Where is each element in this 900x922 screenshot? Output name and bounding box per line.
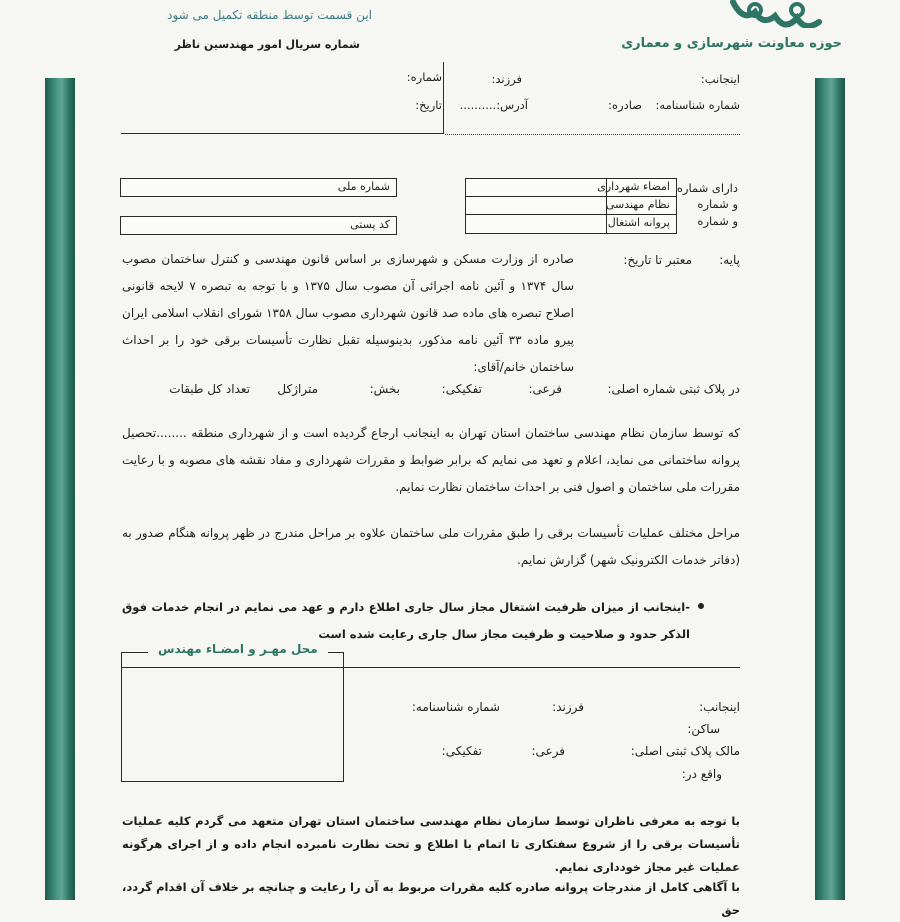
paragraph-2: که توسط سازمان نظام مهندسی ساختمان استان تهران به اینجانب ارجاع گردیده است و از شهرداری منطقه ........تحصیل پروانه ساختمانی می نماید، اعلام و تعهد می نمایم که برابر ضوابط و مقررات شهرداری و مفاد نقشه های مصوبه و با رعایت مقررات ملی ساختمان و اصول فنی بر احداث ساختمان نظارت نمایم. <box>122 426 740 494</box>
org-title: حوزه معاونت شهرسازی و معماری <box>621 36 842 51</box>
license-grid <box>465 178 677 234</box>
applicant-issued-label: صادره: <box>608 98 642 112</box>
right-border-stripe <box>815 78 845 900</box>
top-note: این قسمت توسط منطقه تکمیل می شود <box>167 8 372 22</box>
header-rule <box>121 133 443 134</box>
national-id-label: شماره ملی <box>337 180 390 193</box>
plate-floors-label: تعداد کل طبقات <box>169 382 250 396</box>
serial-label: شماره سریال امور مهندسین ناظر <box>174 38 360 51</box>
owner-name-label: اینجانب: <box>699 700 740 714</box>
paragraph-3: مراحل مختلف عملیات تأسیسات برقی را طبق مقررات ملی ساختمان علاوه بر مراحل مندرج در ظهر پروانه هنگام صدور به (دفاتر خدمات الکترونیک شهر) گزارش نمایم. <box>122 526 740 567</box>
date-label: تاریخ: <box>415 98 442 112</box>
paragraph-4: با توجه به معرفی ناظران توسط سازمان نظام مهندسی ساختمان استان تهران متعهد می گردم کلیه عملیات تأسیسات برقی را از شروع سفتکاری تا اتمام با اطلاع و تحت نظارت نامبرده انجام داده و از اجرای هرگونه عملیات غیر مجاز خودداری نمایم. <box>122 814 740 874</box>
license-prefix-1: دارای شماره <box>676 181 738 195</box>
municipality-logo <box>725 0 835 28</box>
owner-plate-label: مالک پلاک ثبتی اصلی: <box>630 744 740 758</box>
plate-main-label: در پلاک ثبتی شماره اصلی: <box>607 382 740 396</box>
basis-label: پایه: <box>719 253 740 267</box>
validity-label: معتبر تا تاریخ: <box>623 253 692 267</box>
owner-sep-label: تفکیکی: <box>441 744 482 758</box>
plate-section-label: بخش: <box>369 382 400 396</box>
license-row-engineering: نظام مهندسی <box>605 198 670 211</box>
bullet-commitment: -اینجانب از میزان ظرفیت اشتغال مجاز سال جاری اطلاع دارم و عهد می نمایم در انجام خدمات فوق الذکر حدود و صلاحیت و ظرفیت مجاز سال جاری رعایت شده است <box>122 600 690 641</box>
bullet-dot <box>698 603 704 609</box>
owner-resident-label: ساکن: <box>687 722 720 736</box>
postal-code-label: کد پستی <box>350 218 390 231</box>
applicant-address-label: آدرس:.......... <box>459 98 528 112</box>
applicant-child-label: فرزند: <box>491 72 522 86</box>
engineer-seal-box[interactable] <box>121 652 344 782</box>
national-id-field[interactable] <box>120 178 397 197</box>
owner-sub-label: فرعی: <box>531 744 565 758</box>
plate-sep-label: تفکیکی: <box>441 382 482 396</box>
postal-code-field[interactable] <box>120 216 397 235</box>
applicant-id-label: شماره شناسنامه: <box>655 98 740 112</box>
license-row-employment: پروانه اشتغال <box>607 216 670 229</box>
owner-child-label: فرزند: <box>552 700 584 714</box>
paragraph-1: صادره از وزارت مسکن و شهرسازی بر اساس قانون مهندسی و کنترل ساختمان مصوب سال ۱۳۷۴ و آئین نامه اجرائی آن مصوب سال ۱۳۷۵ و با توجه به تبصره ۷ لایحه قانونی اصلاح تبصره های ماده صد قانون شهرداری مصوب سال ۱۳۵۸ شورای انقلاب اسلامی ایران پیرو ماده ۳۳ آئین نامه مذکور، بدینوسیله تقبل نظارت تأسیسات برقی خود را بر احداث ساختمان خانم/آقای: <box>122 252 574 374</box>
license-row-municipality: امضاء شهرداری <box>597 180 670 193</box>
license-prefix-2: و شماره <box>697 197 738 211</box>
plate-sub-label: فرعی: <box>528 382 562 396</box>
applicant-dotted-line <box>445 134 740 135</box>
header-vertical-rule <box>443 62 444 134</box>
applicant-name-label: اینجانب: <box>700 72 740 86</box>
owner-id-label: شماره شناسنامه: <box>411 700 500 714</box>
left-border-stripe <box>45 78 75 900</box>
owner-located-label: واقع در: <box>681 767 722 781</box>
paragraph-5: با آگاهی کامل از مندرجات پروانه صادره کلیه مقررات مربوط به آن را رعایت و چنانچه بر خلاف آن اقدام گردد، حق <box>122 880 740 917</box>
license-prefix-3: و شماره <box>697 214 738 228</box>
number-label: شماره: <box>406 70 442 84</box>
seal-title: محل مهـر و امضـاء مهندس <box>148 642 328 656</box>
plate-area-label: متراژکل <box>277 382 318 396</box>
